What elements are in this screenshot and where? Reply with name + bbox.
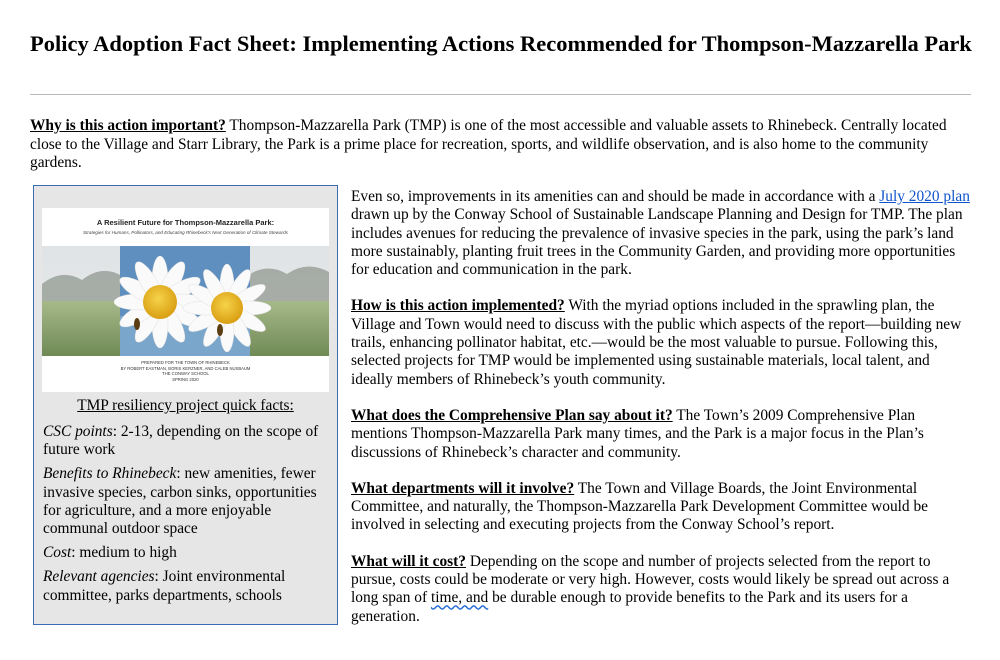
intro-paragraph: [30, 117, 970, 173]
comprehensive-plan-heading: What does the Comprehensive Plan say about it?: [351, 406, 673, 424]
fact-label: CSC points: [43, 423, 113, 440]
main-column: [351, 188, 971, 644]
spellcheck-flagged-text[interactable]: time, and: [430, 589, 489, 607]
fact-item: [43, 544, 331, 562]
implementation-text: With the myriad options included in the sprawling plan, the Village and Town would need to discuss with the public which aspects of the report—building new trails, enhancing pollinator habitat, etc.—would be the most valuable to pursue. Following this, selected projects for TMP would be implemented using sustainable materials, local talent, and ideally members of Rhinebeck’s youth community.: [351, 297, 962, 388]
cost-paragraph: [351, 553, 971, 626]
departments-paragraph: [351, 480, 971, 535]
daisy-photo: [42, 246, 329, 356]
departments-heading: What departments will it involve?: [351, 479, 575, 497]
cost-text-post: be durable enough to provide benefits to the Park and its users for a generation.: [351, 589, 908, 625]
cover-prepared-by: [42, 360, 329, 382]
prepared-line: BY ROBERT EASTMAN, BORIS KERZNER, AND CALEB NUSBAUM: [120, 365, 251, 371]
report-cover-image: [42, 208, 329, 392]
prepared-line: THE CONWAY SCHOOL: [162, 371, 209, 377]
fact-value: : Joint environmental committee, parks departments, schools: [43, 568, 286, 604]
plan-paragraph: [351, 188, 971, 279]
cover-title: A Resilient Future for Thompson-Mazzarella Park:: [96, 218, 275, 227]
cover-subtitle: Strategies for Humans, Pollinators, and Educating Rhinebeck's Next Generation of Climate Stewards: [83, 230, 288, 235]
title-divider: [30, 94, 971, 95]
implementation-paragraph: [351, 297, 971, 388]
comprehensive-plan-paragraph: [351, 407, 971, 462]
quick-facts-list: [43, 423, 331, 611]
fact-label: Benefits to Rhinebeck: [43, 465, 177, 483]
fact-value: : new amenities, fewer invasive species, carbon sinks, opportunities for agriculture, and a more enjoyable communal outdoor space: [43, 465, 317, 538]
prepared-line: SPRING 2020: [172, 376, 199, 382]
departments-text: The Town and Village Boards, the Joint Environmental Committee, and naturally, the Thompson-Mazzarella Park Development Committee would be involved in selecting and executing projects from the Conway School’s report.: [351, 479, 928, 534]
plan-text-post: drawn up by the Conway School of Sustainable Landscape Planning and Design for TMP. The plan includes avenues for reducing the prevalence of invasive species in the park, using the park’s land more sustainably, planting fruit trees in the Community Garden, and providing more opportunities for education and communication in the park.: [351, 206, 963, 279]
quick-facts-title: TMP resiliency project quick facts:: [77, 397, 294, 414]
july-2020-plan-link[interactable]: July 2020 plan: [879, 188, 970, 205]
fact-item: [43, 465, 331, 538]
fact-item: [43, 423, 331, 459]
plan-text-pre: Even so, improvements in its amenities can and should be made in accordance with a: [351, 188, 880, 205]
fact-value: : medium to high: [71, 544, 177, 562]
prepared-line: PREPARED FOR THE TOWN OF RHINEBECK: [141, 360, 230, 365]
quick-facts-sidebar: [33, 185, 338, 625]
fact-value: : 2-13, depending on the scope of future work: [43, 423, 319, 459]
intro-heading: Why is this action important?: [30, 117, 226, 134]
fact-label: Relevant agencies: [43, 568, 155, 586]
cost-text-pre: Depending on the scope and number of projects selected from the report to pursue, costs could be moderate or very high. However, costs would likely be spread out across a long span of: [351, 552, 950, 607]
cost-heading: What will it cost?: [351, 552, 466, 570]
intro-text: Thompson-Mazzarella Park (TMP) is one of the most accessible and valuable assets to Rhinebeck. Centrally located close to the Village and Starr Library, the Park is a prime place for recreation, sports, and wildlife observation, and is also home to the community gardens.: [30, 117, 947, 171]
comprehensive-plan-text: The Town’s 2009 Comprehensive Plan mentions Thompson-Mazzarella Park many times, and the Park is a major focus in the Plan’s discussions of Rhinebeck’s character and community.: [351, 406, 924, 461]
page-title: Policy Adoption Fact Sheet: Implementing Actions Recommended for Thompson-Mazzarella Park: [30, 31, 972, 56]
fact-item: [43, 568, 331, 604]
implementation-heading: How is this action implemented?: [351, 297, 565, 315]
fact-label: Cost: [43, 544, 72, 562]
